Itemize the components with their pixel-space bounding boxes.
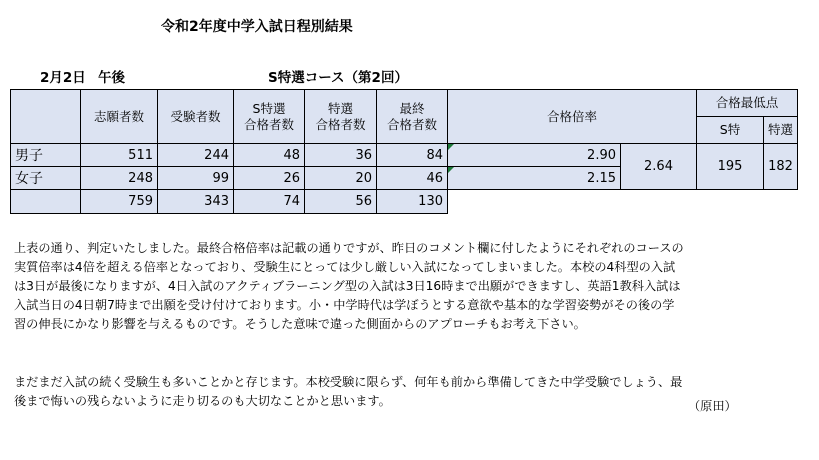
cell-ratio: 2.15 [448,167,621,190]
cell-examinees: 244 [158,144,234,167]
text-line: 習の伸長にかなり影響を与えるものです。そうした意味で違った側面からのアプローチもお考え下さい。 [14,317,586,331]
cell-total-examinees: 343 [158,190,234,214]
header-pass-ratio: 合格倍率 [448,90,697,144]
author-signature: （原田） [688,399,737,413]
header-tokusen-passed [305,90,377,144]
cell-ratio: 2.90 [448,144,621,167]
cell-overall-ratio: 2.64 [621,144,697,190]
header-final-line1: 最終 [399,100,425,116]
header-applicants: 志願者数 [81,90,158,144]
table-blank-area [448,190,798,214]
header-min-score: 合格最低点 [697,90,798,117]
cell-final: 84 [377,144,448,167]
cell-s-toku: 26 [234,167,305,190]
row-label-male: 男子 [11,144,81,167]
text-line: 入試当日の4日朝7時まで出願を受け付けております。小・中学時代は学ぼうとする意欲や基本的な学習姿勢がその後の学 [14,298,675,312]
cell-tokusen: 36 [305,144,377,167]
cell-s-toku: 48 [234,144,305,167]
cell-final: 46 [377,167,448,190]
row-label-female: 女子 [11,167,81,190]
comment-paragraph-1 [14,239,814,334]
cell-tokusen: 20 [305,167,377,190]
text-line: 実質倍率は4倍を超える倍率となっており、受験生にとっては少し厳しい入試になってしまいました。本校の4科型の入試 [14,260,676,274]
cell-total-tokusen: 56 [305,190,377,214]
text-line: は3日が最後になりますが、4日入試のアクティブラーニング型の入試は3日16時まで出願ができますし、英語1教科入試は [14,279,681,293]
header-min-tokusen: 特選 [764,117,798,144]
cell-examinees: 99 [158,167,234,190]
header-examinees: 受験者数 [158,90,234,144]
exam-date: 2月2日 [40,70,86,86]
cell-total-applicants: 759 [81,190,158,214]
header-s-toku-line1: S特選 [252,100,286,116]
header-s-toku-passed [234,90,305,144]
cell-total-s-toku: 74 [234,190,305,214]
cell-min-tokusen: 182 [764,144,798,190]
header-final-line2: 合格者数 [386,116,437,132]
text-line: 後まで悔いの残らないように走り切るのも大切なことかと思います。 [14,394,391,408]
cell-applicants: 511 [81,144,158,167]
header-corner [11,90,81,144]
cell-applicants: 248 [81,167,158,190]
exam-session: 午後 [98,70,125,86]
header-tokusen-line2: 合格者数 [315,116,366,132]
header-min-s: S特 [697,117,764,144]
text-line: 上表の通り、判定いたしました。最終合格倍率は記載の通りですが、昨日のコメント欄に付したようにそれぞれのコースの [14,241,684,255]
course-name: S特選コース（第2回） [268,70,408,86]
page-title: 令和2年度中学入試日程別結果 [161,19,353,35]
row-label-total [11,190,81,214]
cell-total-final: 130 [377,190,448,214]
header-tokusen-line1: 特選 [327,100,353,116]
text-line: まだまだ入試の続く受験生も多いことかと存じます。本校受験に限らず、何年も前から準備してきた中学受験でしょう、最 [14,375,683,389]
cell-min-s: 195 [697,144,764,190]
header-final-passed [377,90,448,144]
header-s-toku-line2: 合格者数 [243,116,294,132]
results-table [10,89,798,214]
